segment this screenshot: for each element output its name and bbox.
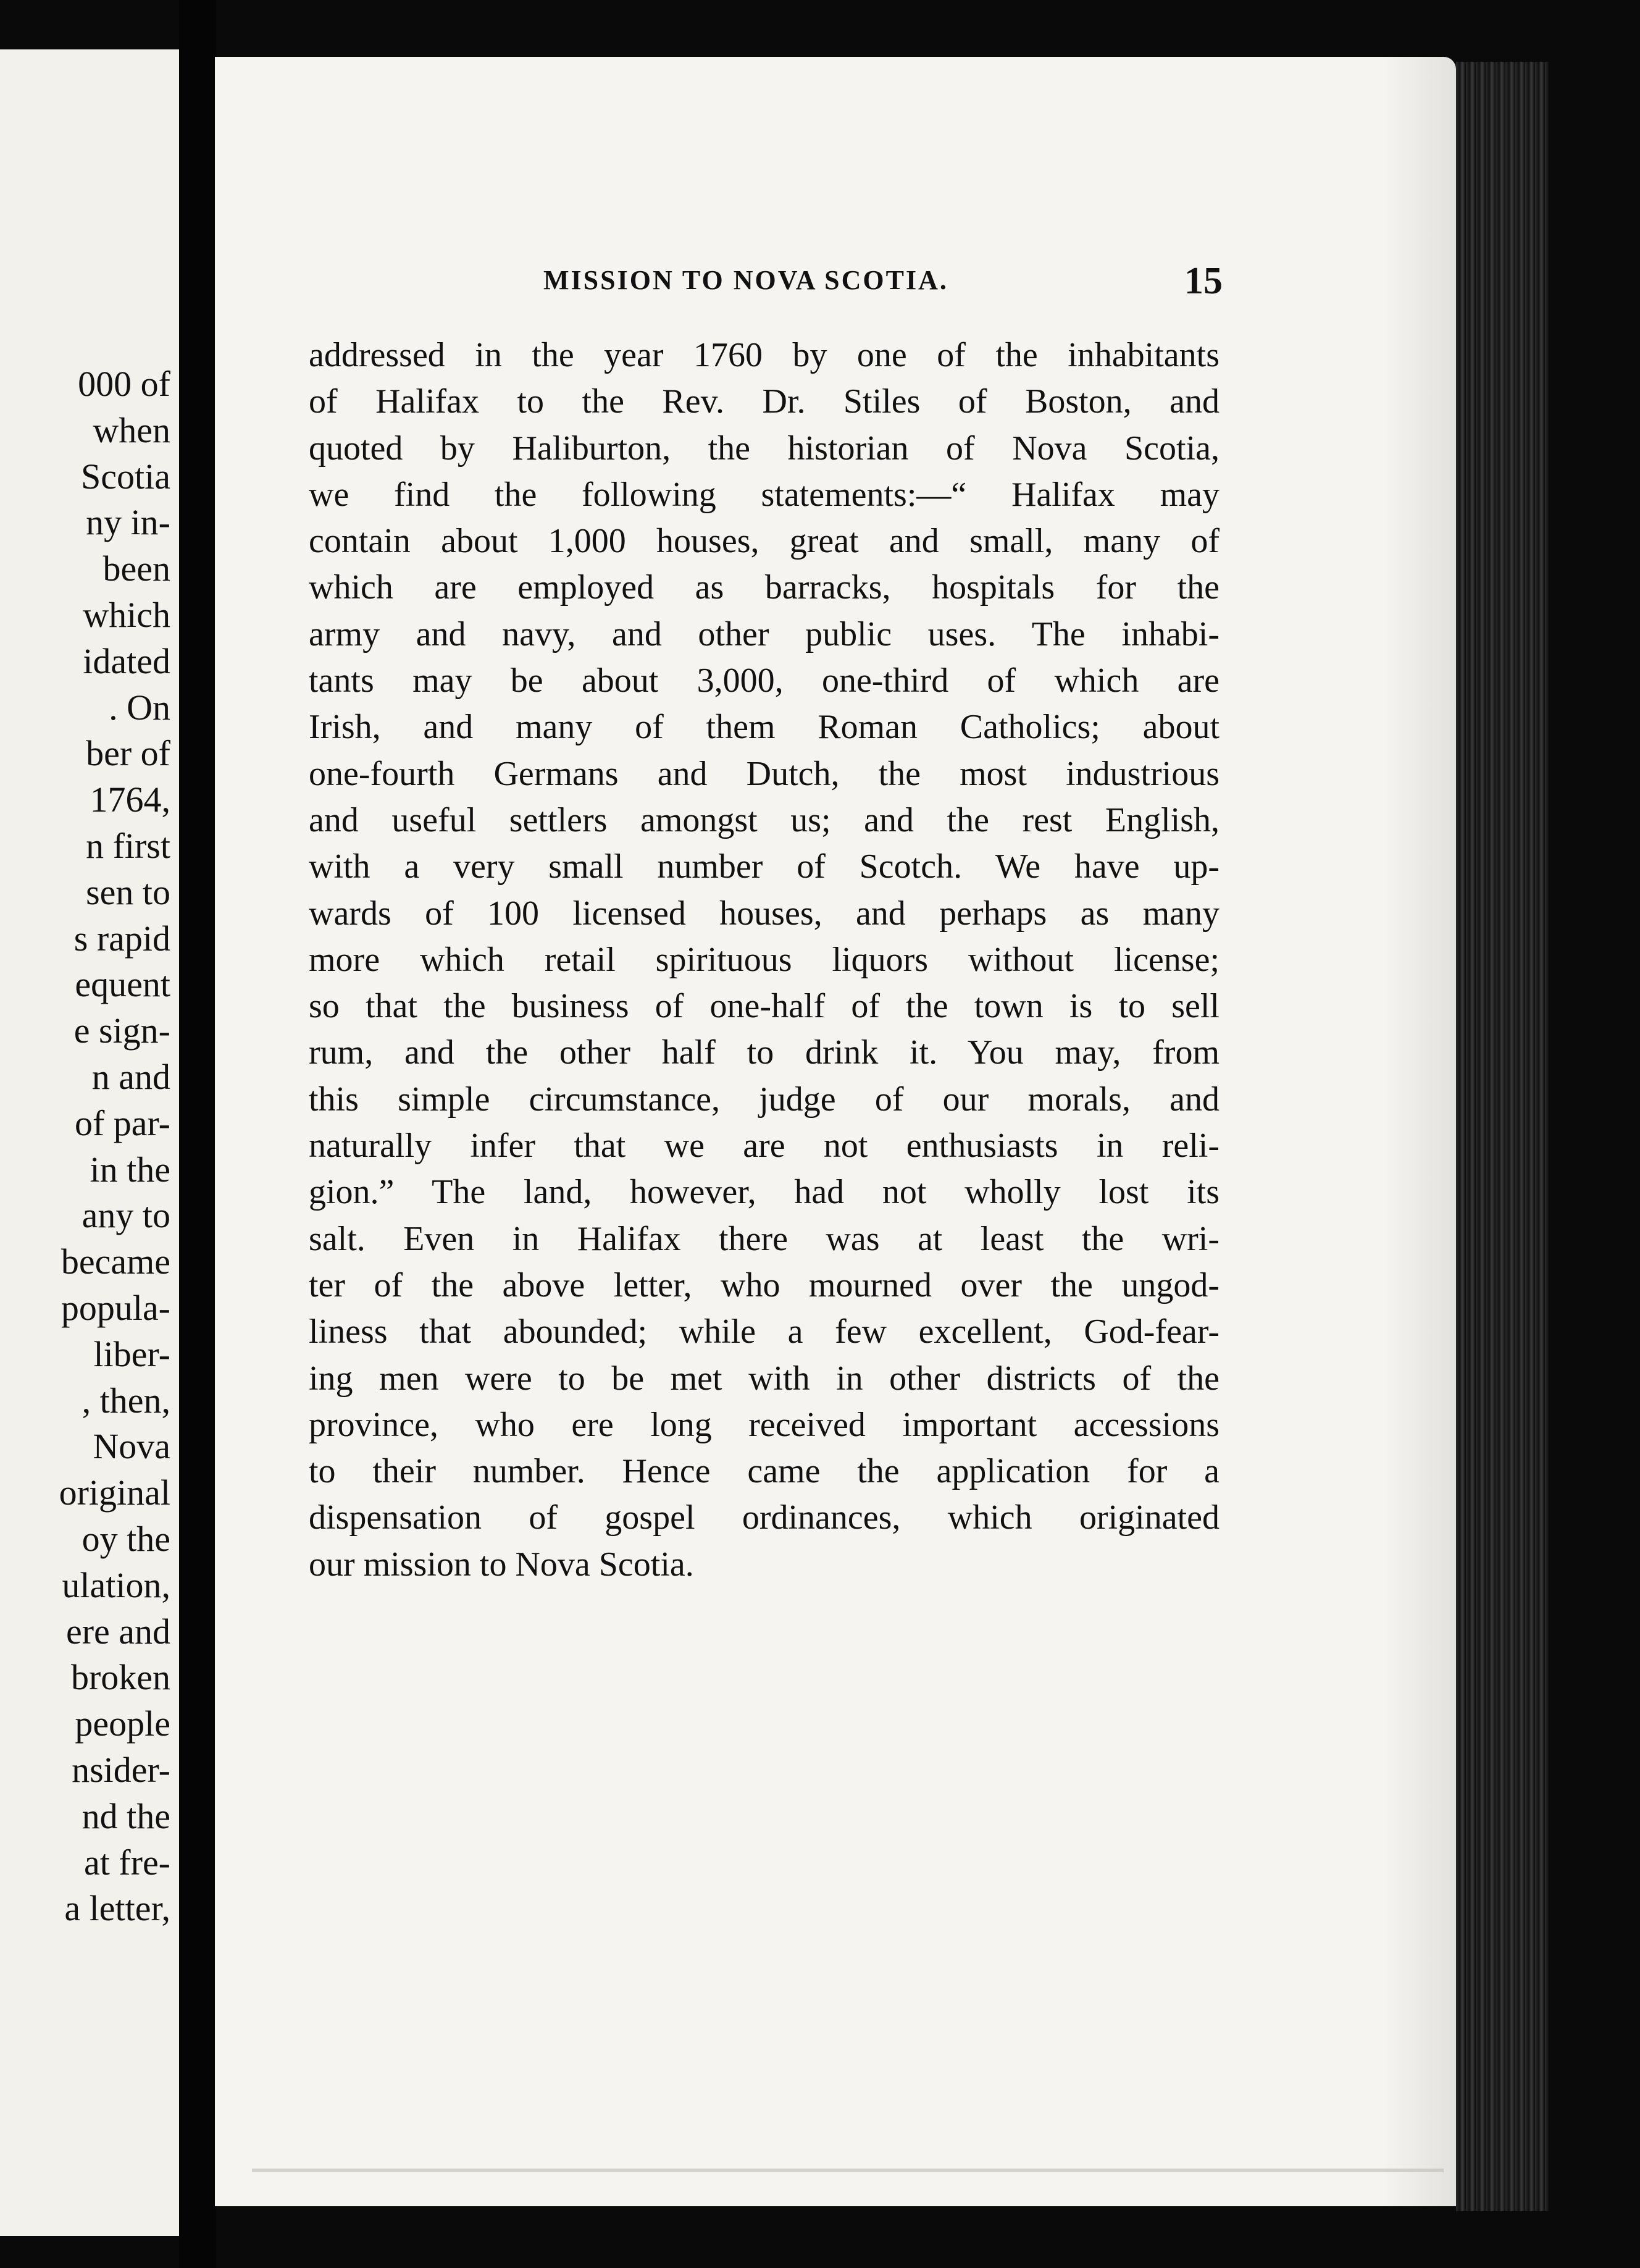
- facing-page-line: ere and: [65, 1611, 170, 1652]
- facing-page-line: been: [102, 548, 170, 589]
- body-line: army and navy, and other public uses. The inhabi-: [309, 615, 1220, 653]
- book-edge: [1456, 62, 1549, 2211]
- facing-page-line: oy the: [82, 1518, 170, 1559]
- facing-page-line: 1764,: [90, 779, 170, 820]
- facing-page-line: a letter,: [64, 1888, 170, 1929]
- facing-page-line: people: [75, 1703, 170, 1744]
- facing-page-line: in the: [90, 1149, 170, 1190]
- body-line: salt. Even in Halifax there was at least the wri-: [309, 1219, 1220, 1258]
- page-bottom-edge: [252, 2169, 1444, 2172]
- facing-page-line: of par-: [74, 1102, 170, 1143]
- facing-page-line: popula-: [61, 1287, 170, 1328]
- facing-page-line: sen to: [86, 872, 170, 912]
- facing-page-line: at fre-: [83, 1842, 170, 1883]
- facing-page-line: n first: [86, 825, 170, 866]
- page-number: 15: [1184, 260, 1223, 302]
- facing-page-line: ulation,: [62, 1564, 170, 1605]
- body-line: with a very small number of Scotch. We have up-: [309, 847, 1220, 886]
- facing-page-line: n and: [91, 1056, 170, 1097]
- body-line: Irish, and many of them Roman Catholics; about: [309, 708, 1220, 747]
- facing-page-line: which: [83, 594, 170, 635]
- facing-page-line: became: [61, 1241, 170, 1282]
- body-line: of Halifax to the Rev. Dr. Stiles of Boston, and: [309, 382, 1220, 421]
- facing-page-line: , then,: [82, 1380, 170, 1421]
- body-line: gion.” The land, however, had not wholly lost its: [309, 1173, 1220, 1212]
- facing-page-line: equent: [75, 964, 170, 1005]
- facing-page-line: ny in-: [86, 502, 170, 543]
- body-line: tants may be about 3,000, one-third of which are: [309, 662, 1220, 700]
- running-head: MISSION TO NOVA SCOTIA.: [543, 265, 948, 295]
- body-text: [309, 332, 1220, 1588]
- facing-page-line: Nova: [93, 1426, 170, 1467]
- facing-page-line: 000 of: [78, 364, 170, 404]
- body-line: this simple circumstance, judge of our morals, and: [309, 1080, 1220, 1119]
- body-line: rum, and the other half to drink it. You may, from: [309, 1033, 1220, 1072]
- facing-page-line: liber-: [93, 1334, 170, 1374]
- body-line: so that the business of one-half of the town is to sell: [309, 987, 1220, 1026]
- body-line: contain about 1,000 houses, great and small, many of: [309, 522, 1220, 561]
- body-line: which are employed as barracks, hospitals for the: [309, 568, 1220, 607]
- book-gutter: [179, 0, 216, 2268]
- body-line: province, who ere long received important accessions: [309, 1405, 1220, 1444]
- facing-page-line: ber of: [86, 733, 170, 774]
- body-line: addressed in the year 1760 by one of the inhabitants: [309, 336, 1220, 374]
- facing-page-line: nsider-: [72, 1749, 170, 1790]
- facing-page-line: broken: [70, 1657, 170, 1698]
- body-line: ter of the above letter, who mourned over the ungod-: [309, 1266, 1220, 1304]
- facing-page-line: original: [59, 1472, 170, 1513]
- body-line: one-fourth Germans and Dutch, the most industrious: [309, 754, 1220, 793]
- body-line: our mission to Nova Scotia.: [309, 1545, 694, 1584]
- body-line: dispensation of gospel ordinances, which originated: [309, 1498, 1220, 1537]
- facing-page-line: when: [93, 410, 170, 450]
- body-line: liness that abounded; while a few excellent, God-fear-: [309, 1312, 1220, 1351]
- body-line: more which retail spirituous liquors without license;: [309, 940, 1220, 979]
- body-line: we find the following statements:—“ Halifax may: [309, 475, 1220, 514]
- page-shadow: [1382, 57, 1456, 2206]
- body-line: to their number. Hence came the application for a: [309, 1452, 1220, 1491]
- page-header: [309, 259, 1223, 303]
- facing-page-line: e sign-: [73, 1010, 170, 1051]
- body-line: quoted by Haliburton, the historian of Nova Scotia,: [309, 429, 1220, 468]
- facing-page-left: [0, 49, 179, 2236]
- facing-page-line: idated: [83, 640, 170, 681]
- facing-page-line: s rapid: [73, 918, 170, 959]
- facing-page-line: . On: [109, 687, 170, 728]
- facing-page-text: [0, 361, 170, 1932]
- facing-page-line: Scotia: [81, 456, 170, 497]
- body-line: wards of 100 licensed houses, and perhaps as many: [309, 894, 1220, 933]
- body-line: naturally infer that we are not enthusiasts in reli-: [309, 1127, 1220, 1166]
- body-line: ing men were to be met with in other districts of the: [309, 1359, 1220, 1398]
- facing-page-line: nd the: [82, 1796, 170, 1836]
- facing-page-line: any to: [82, 1195, 170, 1236]
- body-line: and useful settlers amongst us; and the rest English,: [309, 800, 1220, 839]
